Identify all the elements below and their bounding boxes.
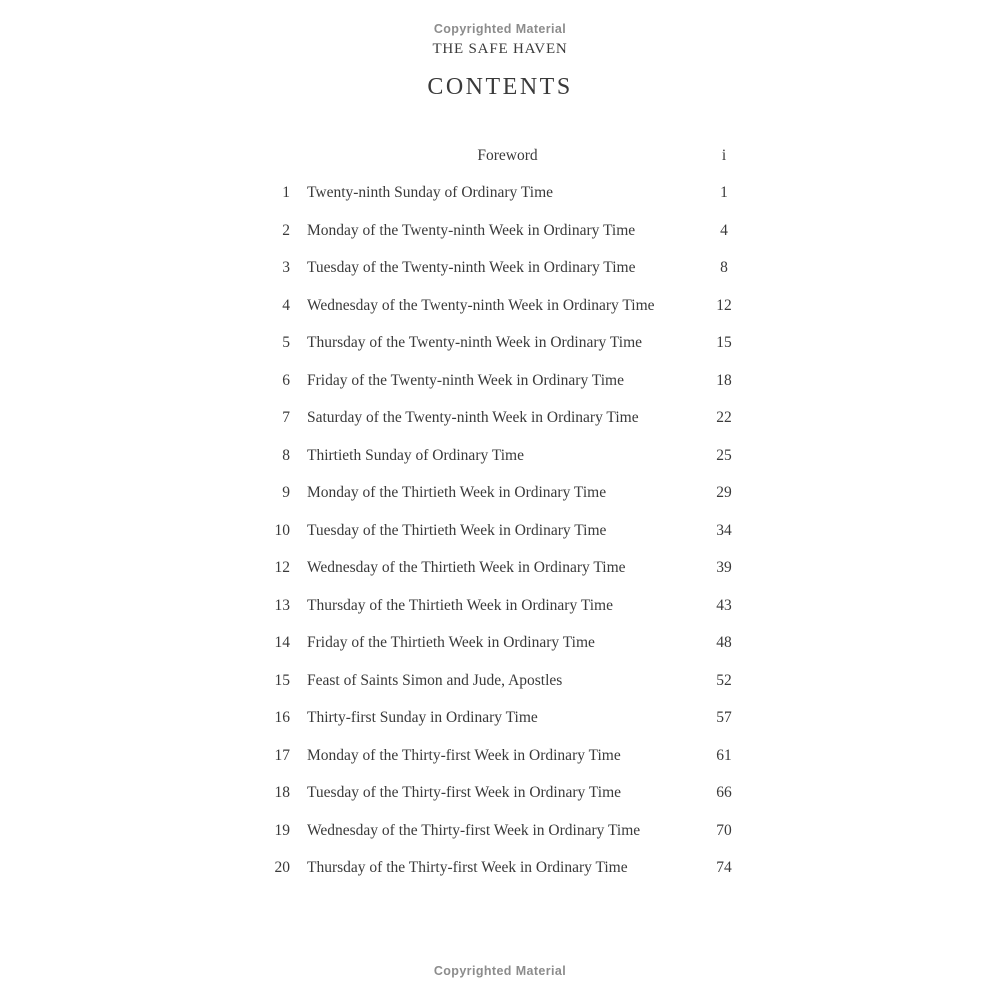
toc-row: [260, 325, 740, 363]
toc-entry-page: 61: [716, 746, 732, 764]
toc-row: [260, 737, 740, 775]
toc-entry-title: Thursday of the Twenty-ninth Week in Ordinary Time: [307, 334, 643, 352]
toc-row: [260, 212, 740, 250]
toc-entry-title: Wednesday of the Thirtieth Week in Ordinary Time: [307, 559, 626, 577]
toc-entry-title: Thursday of the Thirtieth Week in Ordinary Time: [307, 596, 613, 614]
toc-entry-title: Monday of the Thirty-first Week in Ordinary Time: [307, 746, 621, 764]
toc-entry-title: Thirty-first Sunday in Ordinary Time: [307, 709, 538, 727]
toc-entry-page: 22: [716, 409, 732, 427]
toc-entry-title: Wednesday of the Twenty-ninth Week in Ordinary Time: [307, 296, 655, 314]
toc-entry-number: 12: [274, 559, 290, 577]
table-of-contents: [260, 137, 740, 887]
toc-entry-title: Monday of the Thirtieth Week in Ordinary Time: [307, 484, 607, 502]
toc-entry-title: Wednesday of the Thirty-first Week in Ordinary Time: [307, 821, 641, 839]
toc-entry-page: 8: [720, 259, 728, 277]
toc-entry-title: Thursday of the Thirty-first Week in Ordinary Time: [307, 859, 628, 877]
toc-row: [260, 775, 740, 813]
toc-entry-page: 48: [716, 634, 732, 652]
toc-entry-number: 15: [274, 671, 290, 689]
toc-row: [260, 700, 740, 738]
toc-entry-number: 6: [282, 371, 290, 389]
toc-row: [260, 625, 740, 663]
toc-row: [260, 662, 740, 700]
toc-entry-number: 18: [274, 784, 290, 802]
toc-entry-title: Thirtieth Sunday of Ordinary Time: [307, 446, 524, 464]
toc-entry-number: 17: [274, 746, 290, 764]
toc-entry-number: 7: [282, 409, 290, 427]
toc-entry-number: 2: [282, 221, 290, 239]
copyright-notice-top: Copyrighted Material: [433, 22, 567, 36]
toc-entry-page: 12: [716, 296, 732, 314]
toc-entry-page: 29: [716, 484, 732, 502]
toc-entry-page: 66: [716, 784, 732, 802]
toc-entry-number: 14: [274, 634, 290, 652]
copyright-notice-bottom: Copyrighted Material: [433, 964, 567, 978]
toc-entry-page: i: [721, 146, 727, 164]
toc-row: [260, 400, 740, 438]
toc-entry-page: 15: [716, 334, 732, 352]
toc-row: [260, 287, 740, 325]
toc-entry-page: 18: [716, 371, 732, 389]
contents-heading: CONTENTS: [427, 74, 573, 100]
toc-row: [260, 175, 740, 213]
toc-row: [260, 250, 740, 288]
toc-entry-page: 57: [716, 709, 732, 727]
toc-entry-number: 20: [274, 859, 290, 877]
toc-entry-title: Saturday of the Twenty-ninth Week in Ordinary Time: [307, 409, 639, 427]
toc-entry-page: 52: [716, 671, 732, 689]
toc-entry-number: 16: [274, 709, 290, 727]
toc-entry-page: 25: [716, 446, 732, 464]
toc-entry-number: 13: [274, 596, 290, 614]
toc-row-foreword: [260, 137, 740, 175]
toc-row: [260, 512, 740, 550]
toc-entry-number: 9: [282, 484, 290, 502]
toc-entry-page: 4: [720, 221, 728, 239]
toc-row: [260, 850, 740, 888]
toc-entry-page: 70: [716, 821, 732, 839]
toc-entry-title: Friday of the Twenty-ninth Week in Ordinary Time: [307, 371, 624, 389]
toc-row: [260, 587, 740, 625]
toc-entry-title: Tuesday of the Thirtieth Week in Ordinary Time: [307, 521, 607, 539]
toc-row: [260, 437, 740, 475]
toc-entry-number: 8: [282, 446, 290, 464]
toc-row: [260, 475, 740, 513]
toc-entry-number: 5: [282, 334, 290, 352]
toc-entry-title: Feast of Saints Simon and Jude, Apostles: [307, 671, 563, 689]
toc-row: [260, 812, 740, 850]
toc-entry-number: 10: [274, 521, 290, 539]
toc-entry-page: 39: [716, 559, 732, 577]
toc-entry-page: 43: [716, 596, 732, 614]
toc-row: [260, 362, 740, 400]
toc-entry-page: 34: [716, 521, 732, 539]
toc-entry-page: 74: [716, 859, 732, 877]
toc-entry-title: Tuesday of the Thirty-first Week in Ordinary Time: [307, 784, 622, 802]
toc-entry-number: 4: [282, 296, 290, 314]
toc-entry-title: Foreword: [477, 146, 538, 164]
toc-entry-number: 19: [274, 821, 290, 839]
toc-entry-number: 1: [282, 184, 290, 202]
toc-entry-number: 3: [282, 259, 290, 277]
toc-entry-title: Twenty-ninth Sunday of Ordinary Time: [307, 184, 554, 202]
toc-row: [260, 550, 740, 588]
toc-entry-title: Tuesday of the Twenty-ninth Week in Ordinary Time: [307, 259, 636, 277]
book-title: THE SAFE HAVEN: [432, 41, 568, 57]
toc-entry-title: Monday of the Twenty-ninth Week in Ordinary Time: [307, 221, 636, 239]
toc-entry-page: 1: [720, 184, 728, 202]
toc-entry-title: Friday of the Thirtieth Week in Ordinary Time: [307, 634, 595, 652]
